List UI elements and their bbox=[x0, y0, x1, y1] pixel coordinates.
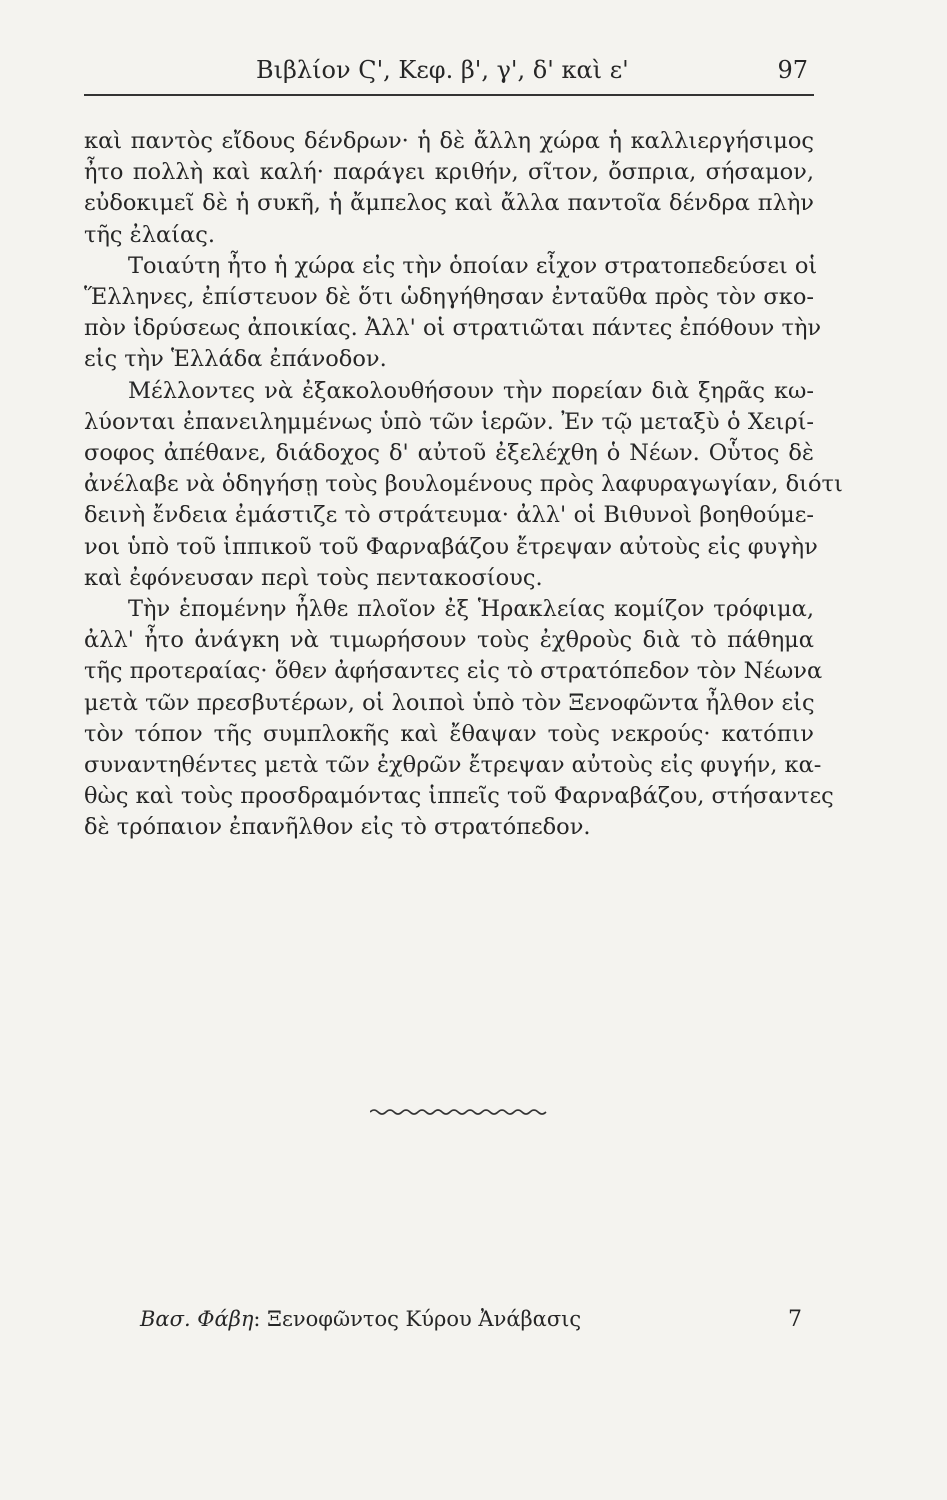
text-line: τῆς προτεραίας· ὅθεν ἀφήσαντες εἰς τὸ στρατόπεδον τὸν Νέωνα bbox=[84, 658, 823, 685]
footer-book-title: : Ξενοφῶντος Κύρου Ἀνάβασις bbox=[253, 1307, 582, 1331]
wavy-divider bbox=[370, 1108, 548, 1116]
text-line: εὐδοκιμεῖ δὲ ἡ συκῆ, ἡ ἄμπελος καὶ ἄλλα παντοῖα δένδρα πλὴν bbox=[84, 190, 814, 217]
text-line: καὶ ἐφόνευσαν περὶ τοὺς πεντακοσίους. bbox=[84, 564, 543, 591]
text-line: συναντηθέντες μετὰ τῶν ἐχθρῶν ἔτρεψαν αὐτοὺς εἰς φυγήν, κα- bbox=[84, 752, 822, 779]
text-line: Τοιαύτη ἦτο ἡ χώρα εἰς τὴν ὁποίαν εἶχον στρατοπεδεύσει οἱ bbox=[128, 252, 818, 279]
footer-author: Βασ. Φάβη bbox=[140, 1307, 254, 1331]
page-number: 97 bbox=[777, 56, 808, 84]
text-line: τὸν τόπον τῆς συμπλοκῆς καὶ ἔθαψαν τοὺς νεκρούς· κατόπιν bbox=[84, 720, 814, 747]
text-line: ἀλλ' ἦτο ἀνάγκη νὰ τιμωρήσουν τοὺς ἐχθροὺς διὰ τὸ πάθημα bbox=[84, 627, 814, 654]
text-line: καὶ παντὸς εἴδους δένδρων· ἡ δὲ ἄλλη χώρα ἡ καλλιεργήσιμος bbox=[84, 128, 814, 154]
text-line: Ἕλληνες, ἐπίστευον δὲ ὅτι ὡδηγήθησαν ἐνταῦθα πρὸς τὸν σκο- bbox=[84, 284, 814, 311]
text-line: Τὴν ἑπομένην ἦλθε πλοῖον ἐξ Ἡρακλείας κομίζον τρόφιμα, bbox=[128, 596, 814, 623]
text-line: πὸν ἱδρύσεως ἀποικίας. Ἀλλ' οἱ στρατιῶται πάντες ἐπόθουν τὴν bbox=[84, 315, 822, 342]
text-line: ἀνέλαβε νὰ ὁδηγήσῃ τοὺς βουλομένους πρὸς λαφυραγωγίαν, διότι bbox=[84, 471, 843, 498]
text-line: τῆς ἐλαίας. bbox=[84, 221, 215, 248]
text-line: σοφος ἀπέθανε, διάδοχος δ' αὐτοῦ ἐξελέχθη ὁ Νέων. Οὗτος δὲ bbox=[84, 440, 814, 467]
page-footer bbox=[140, 1307, 802, 1332]
text-line: εἰς τὴν Ἑλλάδα ἐπάνοδον. bbox=[84, 346, 387, 373]
text-line: δὲ τρόπαιον ἐπανῆλθον εἰς τὸ στρατόπεδον. bbox=[84, 814, 591, 841]
text-line: ἦτο πολλὴ καὶ καλή· παράγει κριθήν, σῖτον, ὄσπρια, σήσαμον, bbox=[84, 159, 814, 186]
body-text bbox=[84, 126, 843, 844]
text-line: θὼς καὶ τοὺς προσδραμόντας ἱππεῖς τοῦ Φαρναβάζου, στήσαντες bbox=[84, 783, 834, 810]
text-line: δεινὴ ἔνδεια ἐμάστιζε τὸ στράτευμα· ἀλλ' οἱ Βιθυνοὶ βοηθούμε- bbox=[84, 502, 814, 529]
text-line: νοι ὑπὸ τοῦ ἱππικοῦ τοῦ Φαρναβάζου ἔτρεψαν αὐτοὺς εἰς φυγὴν bbox=[84, 533, 818, 560]
text-line: Μέλλοντες νὰ ἐξακολουθήσουν τὴν πορείαν διὰ ξηρᾶς κω- bbox=[128, 377, 814, 404]
text-line: μετὰ τῶν πρεσβυτέρων, οἱ λοιποὶ ὑπὸ τὸν Ξενοφῶντα ἦλθον εἰς bbox=[84, 689, 815, 716]
running-title: Βιβλίον Ϛ', Κεφ. β', γ', δ' καὶ ε' bbox=[256, 56, 629, 84]
text-line: λύονται ἐπανειλημμένως ὑπὸ τῶν ἱερῶν. Ἐν τῷ μεταξὺ ὁ Χειρί- bbox=[84, 408, 814, 435]
running-header bbox=[84, 56, 814, 96]
signature-mark: 7 bbox=[788, 1307, 802, 1332]
